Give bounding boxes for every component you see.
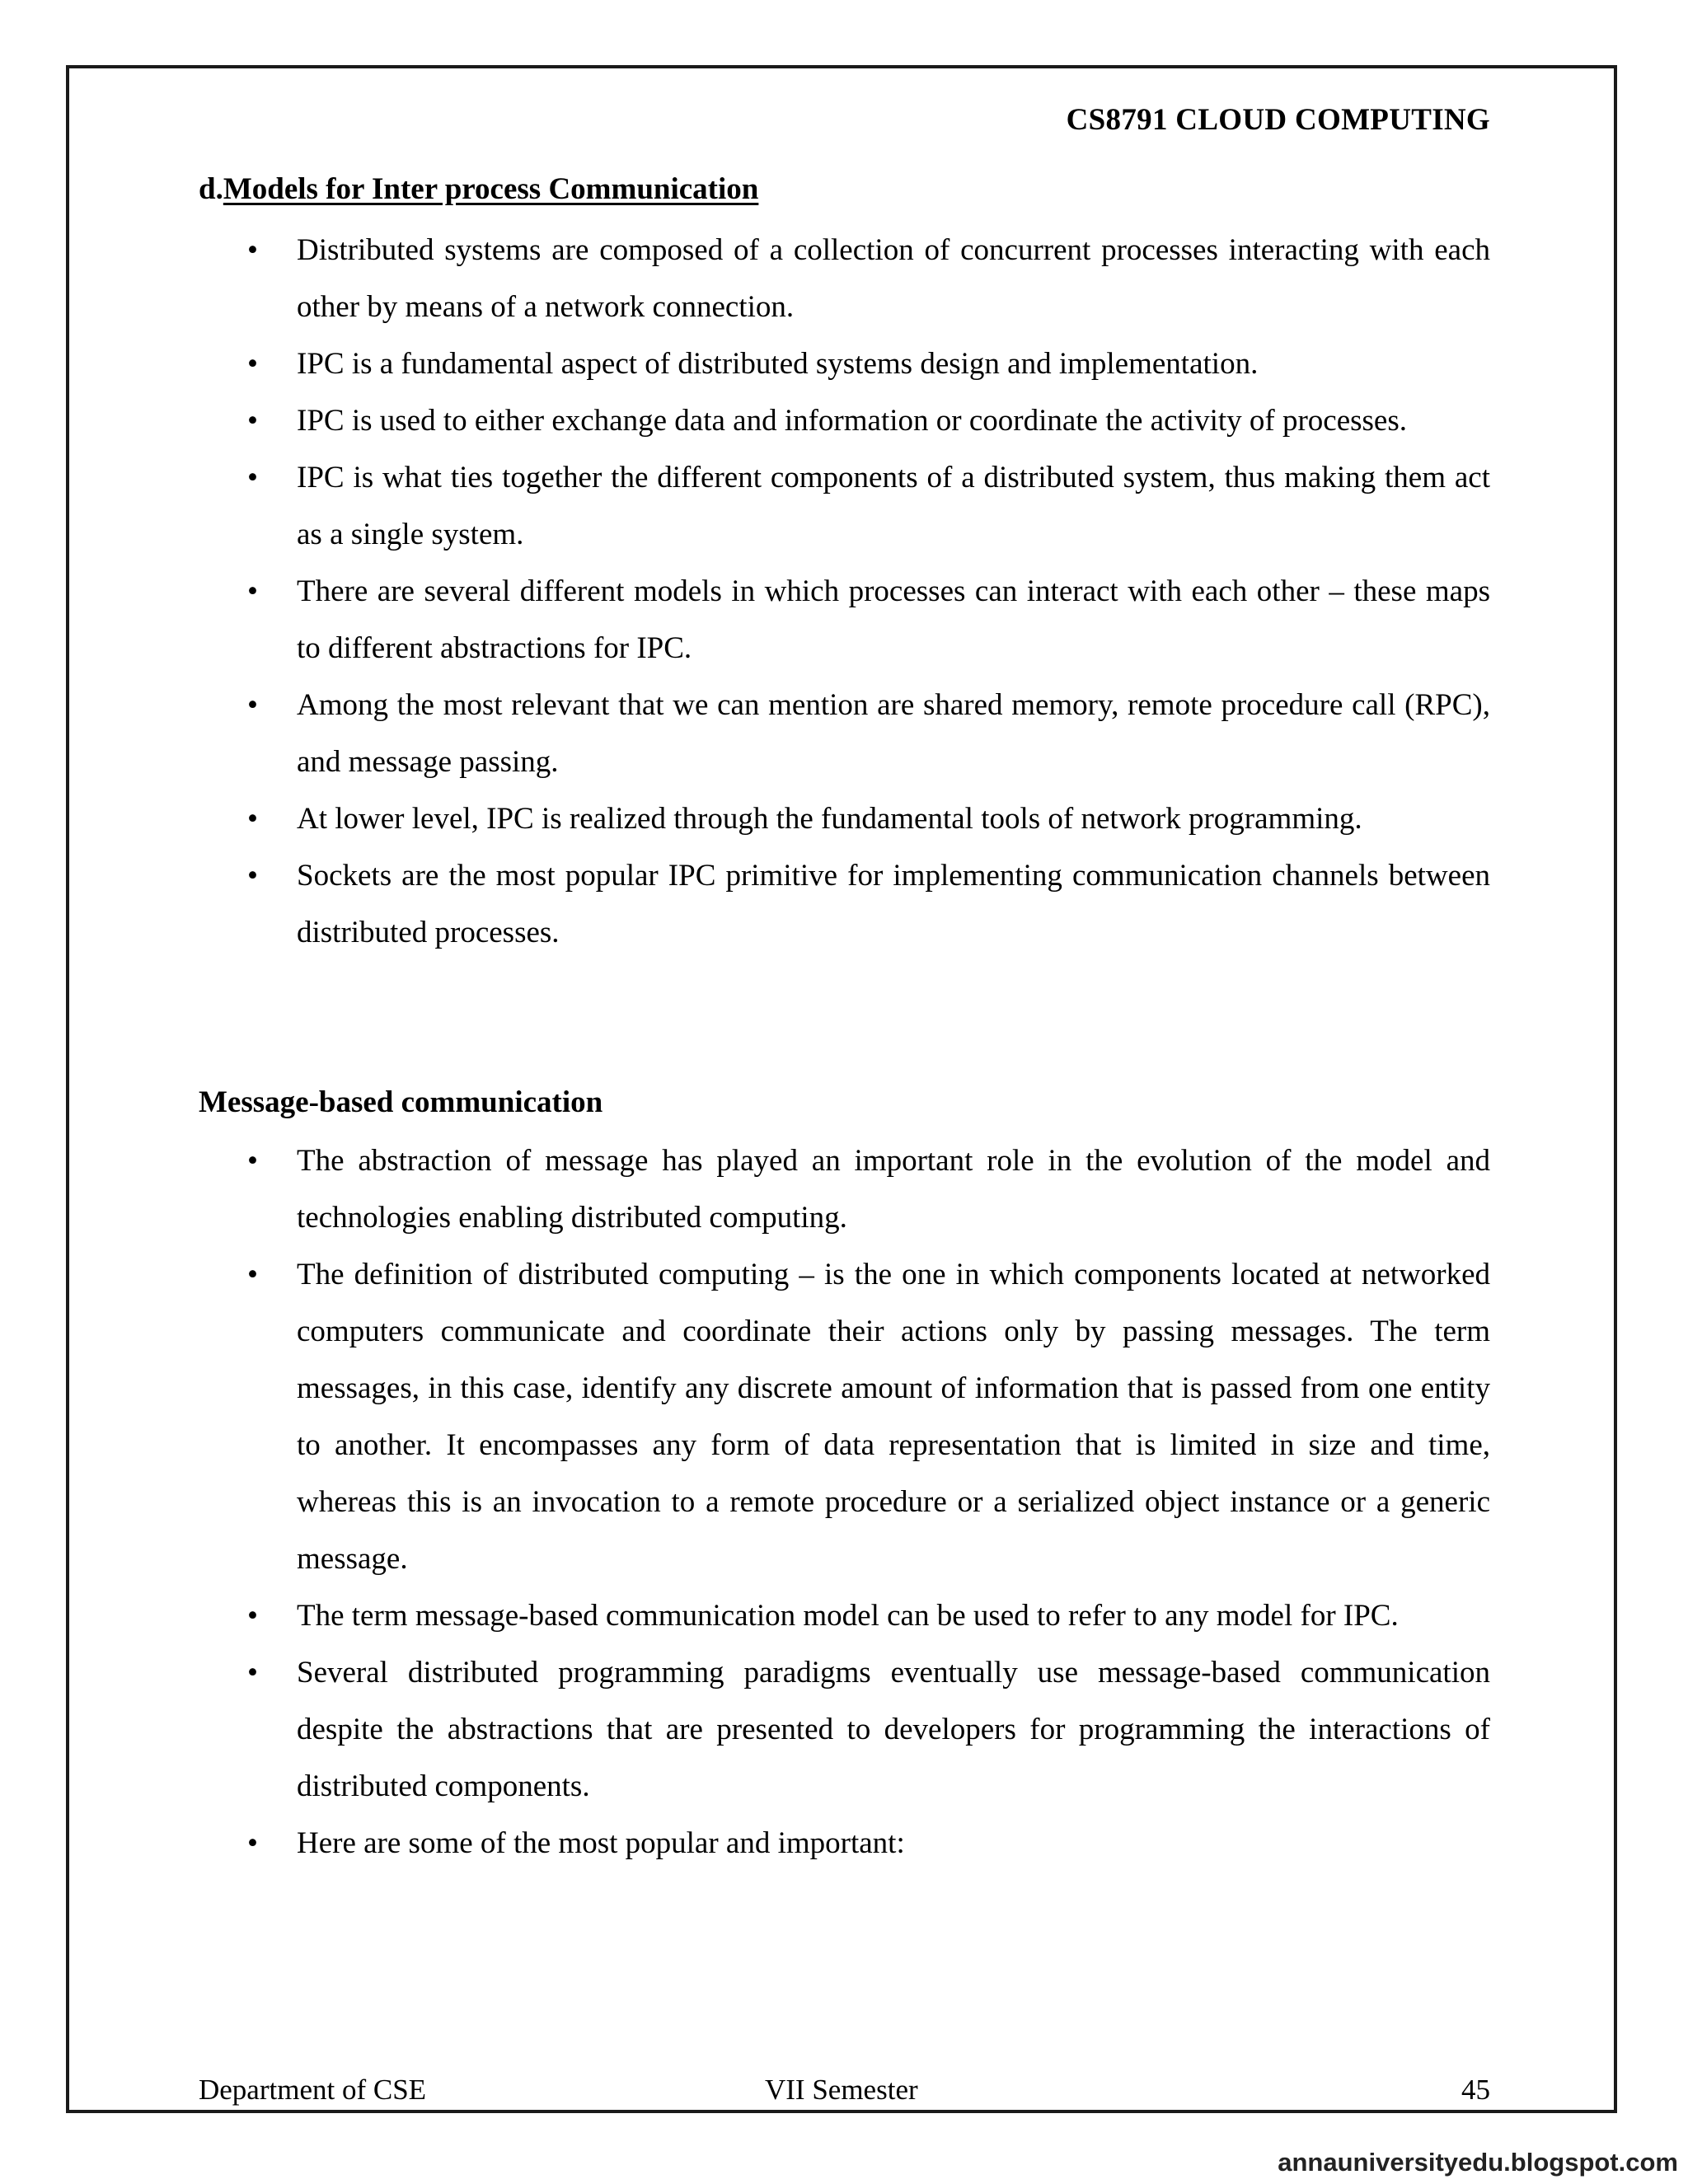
footer-semester: VII Semester <box>765 2074 918 2106</box>
list-item-text: Here are some of the most popular and important: <box>297 1826 905 1860</box>
watermark: annauniversityedu.blogspot.com <box>1278 2148 1678 2177</box>
list-item <box>247 1644 1490 1815</box>
ipc-bullet-list <box>247 222 1490 961</box>
list-item-text: The abstraction of message has played an important role in the evolution of the model and technologies enabling distributed computing. <box>297 1144 1490 1235</box>
list-item-text: IPC is what ties together the different components of a distributed system, thus making them act as a single system. <box>297 461 1490 551</box>
list-item-text: At lower level, IPC is realized through the fundamental tools of network programming. <box>297 802 1362 836</box>
bullet-icon: • <box>247 404 258 438</box>
bullet-icon: • <box>247 461 258 494</box>
footer-page-number: 45 <box>1461 2074 1490 2106</box>
bullet-icon: • <box>247 233 258 267</box>
bullet-icon: • <box>247 802 258 836</box>
bullet-icon: • <box>247 1258 258 1291</box>
list-item <box>247 677 1490 790</box>
list-item-text: IPC is used to either exchange data and information or coordinate the activity of processes. <box>297 404 1407 438</box>
list-item <box>247 335 1490 392</box>
footer-department: Department of CSE <box>199 2074 427 2106</box>
list-item-text: There are several different models in which processes can interact with each other – these maps to different abstractions for IPC. <box>297 574 1490 665</box>
list-item <box>247 392 1490 449</box>
section-prefix: d. <box>199 172 223 206</box>
section-title: Models for Inter process Communication <box>223 172 759 206</box>
message-bullet-list <box>247 1132 1490 1872</box>
section-heading <box>199 171 758 207</box>
list-item <box>247 1246 1490 1587</box>
bullet-icon: • <box>247 347 258 381</box>
list-item-text: IPC is a fundamental aspect of distributed systems design and implementation. <box>297 347 1259 381</box>
list-item <box>247 222 1490 335</box>
list-item-text: Distributed systems are composed of a collection of concurrent processes interacting with each other by means of a network connection. <box>297 233 1490 324</box>
subsection-heading: Message-based communication <box>199 1085 603 1119</box>
list-item <box>247 1587 1490 1644</box>
list-item <box>247 847 1490 961</box>
list-item-text: Several distributed programming paradigms eventually use message-based communication despite the abstractions that are presented to developers for programming the interactions of distributed components. <box>297 1656 1490 1803</box>
list-item <box>247 563 1490 677</box>
bullet-icon: • <box>247 1599 258 1633</box>
bullet-icon: • <box>247 1656 258 1690</box>
list-item-text: Among the most relevant that we can mention are shared memory, remote procedure call (RPC), and message passing. <box>297 688 1490 779</box>
bullet-icon: • <box>247 1826 258 1860</box>
list-item <box>247 449 1490 563</box>
list-item <box>247 790 1490 847</box>
list-item-text: Sockets are the most popular IPC primitive for implementing communication channels between distributed processes. <box>297 859 1490 949</box>
bullet-icon: • <box>247 859 258 893</box>
course-title: CS8791 CLOUD COMPUTING <box>1066 103 1490 137</box>
bullet-icon: • <box>247 1144 258 1178</box>
list-item <box>247 1815 1490 1872</box>
list-item-text: The definition of distributed computing – is the one in which components located at networked computers communicate and coordinate their actions only by passing messages. The term messages, in this case, identify any discrete amount of information that is passed from one entity to another. It encompasses any form of data representation that is limited in size and time, whereas this is an invocation to a remote procedure or a serialized object instance or a generic message. <box>297 1258 1490 1576</box>
bullet-icon: • <box>247 688 258 722</box>
list-item-text: The term message-based communication model can be used to refer to any model for IPC. <box>297 1599 1399 1633</box>
bullet-icon: • <box>247 574 258 608</box>
list-item <box>247 1132 1490 1246</box>
